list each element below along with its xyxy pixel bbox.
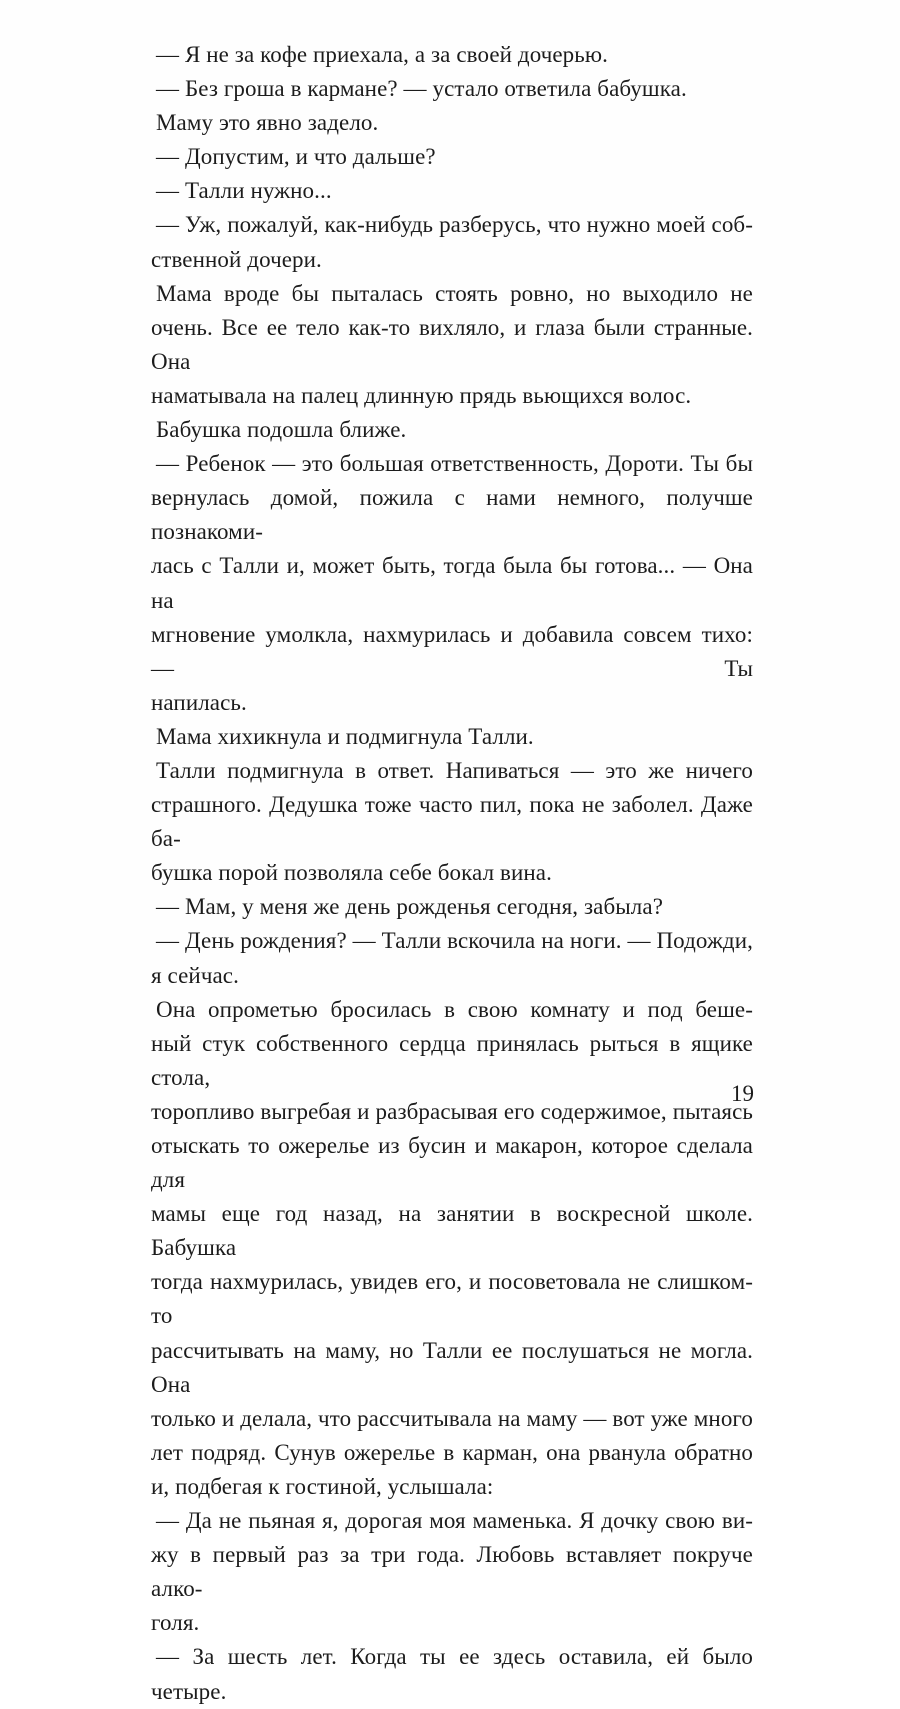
paragraph bbox=[151, 106, 753, 140]
text-line: — Талли нужно... bbox=[156, 178, 332, 204]
text-line: очень. Все ее тело как-то вихляло, и глаза были странные. Она bbox=[151, 314, 753, 374]
text-line: ственной дочери. bbox=[151, 246, 322, 272]
text-line: — Допустим, и что дальше? bbox=[156, 144, 436, 170]
text-line: Она опрометью бросилась в свою комнату и под беше- bbox=[156, 996, 753, 1022]
text-line: — Да не пьяная я, дорогая моя маменька. Я дочку свою ви- bbox=[156, 1508, 753, 1534]
text-line: голя. bbox=[151, 1610, 200, 1636]
text-line: — Я не за кофе приехала, а за своей дочерью. bbox=[156, 42, 609, 67]
text-line: — Без гроша в кармане? — устало ответила бабушка. bbox=[156, 76, 687, 102]
text-line: и, подбегая к гостиной, услышала: bbox=[151, 1473, 494, 1499]
text-line: — За шесть лет. Когда ты ее здесь оставила, ей было четыре. bbox=[151, 1644, 753, 1704]
paragraph bbox=[151, 1640, 753, 1708]
paragraph bbox=[151, 174, 753, 208]
text-line: торопливо выгребая и разбрасывая его содержимое, пытаясь bbox=[151, 1098, 753, 1124]
page-number: 19 bbox=[731, 1081, 754, 1106]
text-line: лась с Талли и, может быть, тогда была бы готова... — Она на bbox=[151, 553, 753, 613]
paragraph bbox=[151, 924, 753, 992]
body-text bbox=[151, 38, 753, 1709]
paragraph bbox=[151, 72, 753, 106]
paragraph bbox=[151, 208, 753, 276]
text-line: — Ребенок — это большая ответственность, Дороти. Ты бы bbox=[156, 451, 753, 477]
text-line: страшного. Дедушка тоже часто пил, пока не заболел. Даже ба- bbox=[151, 792, 753, 852]
text-line: Мама хихикнула и подмигнула Талли. bbox=[156, 723, 534, 749]
text-line: лет подряд. Сунув ожерелье в карман, она рванула обратно bbox=[151, 1439, 753, 1465]
paragraph bbox=[151, 993, 753, 1504]
text-line: Мама вроде бы пыталась стоять ровно, но выходило не bbox=[156, 280, 753, 306]
text-line: отыскать то ожерелье из бусин и макарон, которое сделала для bbox=[151, 1133, 753, 1193]
text-line: я сейчас. bbox=[151, 962, 239, 988]
paragraph bbox=[151, 890, 753, 924]
text-line: — Мам, у меня же день рожденья сегодня, забыла? bbox=[156, 894, 664, 920]
text-line: мгновение умолкла, нахмурилась и добавила совсем тихо: — Ты bbox=[151, 621, 753, 681]
text-line: тогда нахмурилась, увидев его, и посоветовала не слишком-то bbox=[151, 1269, 753, 1329]
paragraph bbox=[151, 413, 753, 447]
text-line: мамы еще год назад, на занятии в воскресной школе. Бабушка bbox=[151, 1201, 753, 1261]
text-line: Талли подмигнула в ответ. Напиваться — это же ничего bbox=[156, 757, 753, 783]
text-line: Бабушка подошла ближе. bbox=[156, 417, 407, 443]
text-line: вернулась домой, пожила с нами немного, получше познакоми- bbox=[151, 485, 753, 545]
paragraph bbox=[151, 277, 753, 413]
paragraph bbox=[151, 1504, 753, 1640]
text-line: наматывала на палец длинную прядь вьющихся волос. bbox=[151, 382, 692, 408]
text-line: — Уж, пожалуй, как-нибудь разберусь, что нужно моей соб- bbox=[156, 212, 753, 238]
text-line: ный стук собственного сердца принялась рыться в ящике стола, bbox=[151, 1030, 753, 1090]
text-line: бушка порой позволяла себе бокал вина. bbox=[151, 860, 552, 886]
text-line: только и делала, что рассчитывала на маму — вот уже много bbox=[151, 1405, 753, 1431]
text-line: напилась. bbox=[151, 689, 247, 715]
paragraph bbox=[151, 447, 753, 720]
text-line: рассчитывать на маму, но Талли ее послушаться не могла. Она bbox=[151, 1337, 753, 1397]
paragraph bbox=[151, 38, 753, 72]
text-line: — День рождения? — Талли вскочила на ноги. — Подожди, bbox=[156, 928, 753, 954]
text-line: жу в первый раз за три года. Любовь вставляет покруче алко- bbox=[151, 1542, 753, 1602]
paragraph bbox=[151, 720, 753, 754]
paragraph bbox=[151, 140, 753, 174]
text-line: Маму это явно задело. bbox=[156, 110, 379, 136]
paragraph bbox=[151, 754, 753, 890]
